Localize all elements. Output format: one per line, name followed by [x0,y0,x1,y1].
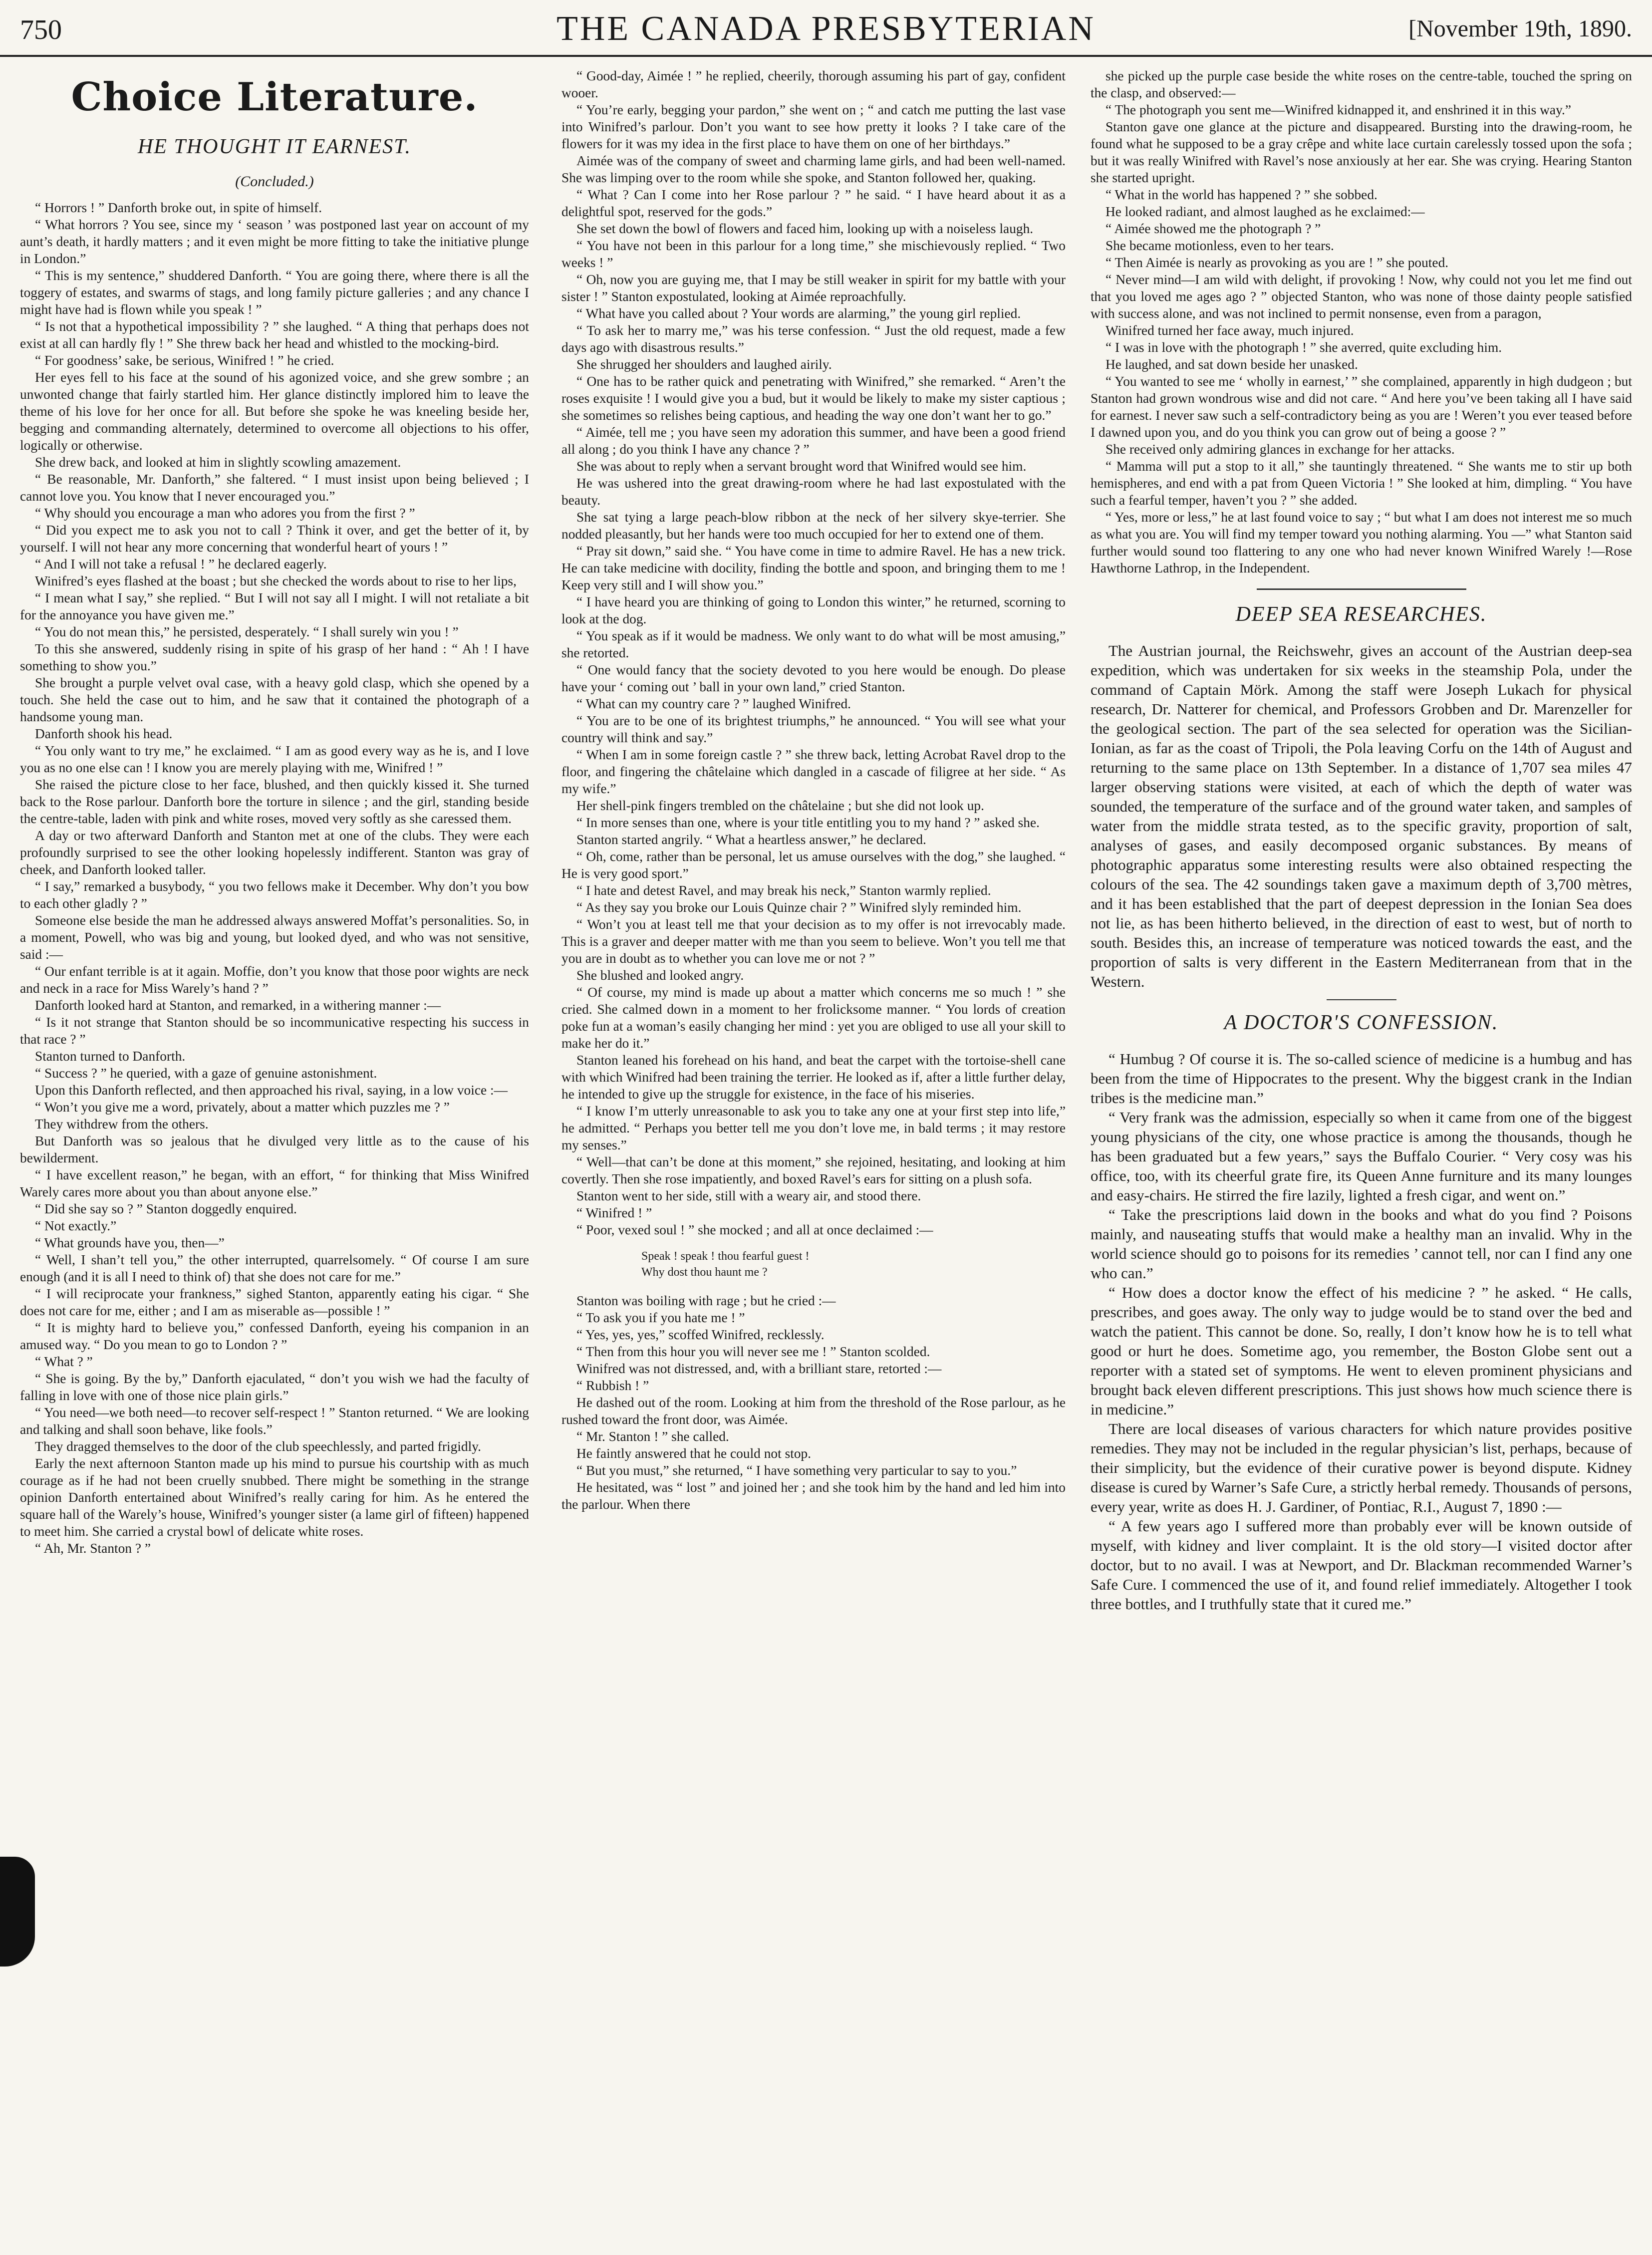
paragraph: “ I have excellent reason,” he began, with an effort, “ for thinking that Miss Winifred Warely cares more about you than about anyone else.” [20,1167,529,1199]
paragraph: They dragged themselves to the door of the club speechlessly, and parted frigidly. [35,1439,481,1454]
paragraph: “ To ask her to marry me,” was his terse confession. “ Just the old request, made a few days ago with disastrous results.” [561,323,1066,355]
paragraph: “ What ? Can I come into her Rose parlour ? ” he said. “ I have heard about it as a delightful spot, reserved for the gods.” [561,187,1066,219]
paragraph: “ Mr. Stanton ! ” she called. [576,1429,729,1444]
paragraph: Winifred’s eyes flashed at the boast ; but she checked the words about to rise to her lips, [35,573,517,588]
paragraph: He looked radiant, and almost laughed as he exclaimed:— [1105,204,1425,219]
paragraph: To this she answered, suddenly rising in spite of his grasp of her hand : “ Ah ! I have something to show you.” [20,641,529,673]
masthead: THE CANADA PRESBYTERIAN [556,9,1096,48]
paragraph: “ You have not been in this parlour for a long time,” she mischievously replied. “ Two weeks ! ” [561,238,1066,270]
column-3 [1091,67,1632,2244]
paragraph: “ You only want to try me,” he exclaimed. “ I am as good every way as he is, and I love you as no one else can ! I know you are merely playing with me, Winifred ! ” [20,743,529,775]
paragraph: “ I hate and detest Ravel, and may break his neck,” Stanton warmly replied. [576,883,991,898]
paragraph: “ Is it not strange that Stanton should be so incommunicative respecting his success in that race ? ” [20,1015,529,1047]
paragraph: “ What can my country care ? ” laughed Winifred. [576,696,851,711]
paragraph: “ Is not that a hypothetical impossibility ? ” she laughed. “ A thing that perhaps does not exist at all can hardly fly ! ” She threw back her head and whistled to the mocking-bird. [20,319,529,351]
section-divider [1327,999,1396,1000]
paragraph: “ Then Aimée is nearly as provoking as you are ! ” she pouted. [1105,255,1449,270]
paragraph: “ To ask you if you hate me ! ” [576,1310,745,1325]
paragraph: Danforth shook his head. [35,726,173,741]
poem-line: Why dost thou haunt me ? [641,1266,768,1279]
paragraph: she picked up the purple case beside the white roses on the centre-table, touched the spring on the clasp, and observed:— [1091,68,1632,100]
ink-blot [0,1857,35,1967]
paragraph: The Austrian journal, the Reichswehr, gives an account of the Austrian deep-sea expedition, which was undertaken for six weeks in the steamship Pola, under the command of Captain Mörk. Among the staff were Joseph Lukach for physical research, Dr. Natterer for chemical, and Professors Grobben and Dr. Marenzeller for the geological section. The part of the sea selected for operation was the Sicilian-Ionian, as far as the coast of Tripoli, the Pola leaving Corfu on the 14th of August and returning to the same place on 13th September. In a distance of 1,707 sea miles 47 larger observing stations were visited, at each of which the depth of water was sounded, the temperature of the surface and of the ground water taken, and samples of water from the middle strata tested, as to the specific gravity, proportion of salt, analyses of gases, and easily decomposed organic substances. By means of photographic apparatus some interesting results were also obtained respecting the colours of the sea. The 42 soundings taken gave a maximum depth of 3,700 mètres, and it has been established that the part of deepest depression in the Ionian Sea does not lie, as has been hitherto believed, in the direction of east to west, but of north to south. Besides this, an increase of temperature was noticed towards the east, and the proportion of salts is very different in the Eastern Mediterranean from that in the Western. [1091,642,1632,990]
paragraph: He was ushered into the great drawing-room where he had last expostulated with the beauty. [561,476,1066,508]
paragraph: Someone else beside the man he addressed always answered Moffat’s personalities. So, in a moment, Powell, who was big and young, but looked dyed, and who was not sensitive, said :— [20,913,529,962]
story-title-doctors-confession: A DOCTOR'S CONFESSION. [1224,1011,1499,1034]
paragraph: “ And I will not take a refusal ! ” he declared eagerly. [35,557,327,571]
paragraph: “ Mamma will put a stop to it all,” she tauntingly threatened. “ She wants me to stir up both hemispheres, and end with a pat from Queen Victoria ! ” She looked at him, dimpling. “ You have such a fearful temper, haven’t you ? ” she added. [1091,459,1632,508]
issue-date: [November 19th, 1890. [1408,15,1632,42]
paragraph: “ Why should you encourage a man who adores you from the first ? ” [35,506,415,521]
page-number: 750 [20,14,62,45]
story-title-deep-sea-researches: DEEP SEA RESEARCHES. [1235,603,1487,626]
paragraph: “ Pray sit down,” said she. “ You have come in time to admire Ravel. He has a new trick. He can take medicine with docility, finding the bottle and spoon, and bringing them to me ! Keep very still and I will show you.” [561,544,1066,592]
paragraph: “ Not exactly.” [35,1218,117,1233]
paragraph: “ I will reciprocate your frankness,” sighed Stanton, apparently eating his cigar. “ She does not care for me, either ; and I am as miserable as—possible ! ” [20,1286,529,1318]
paragraph: “ Won’t you give me a word, privately, about a matter which puzzles me ? ” [35,1100,450,1115]
paragraph: “ Be reasonable, Mr. Danforth,” she faltered. “ I must insist upon being believed ; I cannot love you. You know that I never encouraged you.” [20,472,529,504]
paragraph: “ The photograph you sent me—Winifred kidnapped it, and enshrined it in this way.” [1105,102,1572,117]
paragraph: “ You do not mean this,” he persisted, desperately. “ I shall surely win you ! ” [35,624,459,639]
paragraph: “ Well—that can’t be done at this moment,” she rejoined, hesitating, and looking at him covertly. Then she rose impatiently, and boxed Ravel’s ears for sitting on a plush sofa. [561,1154,1066,1186]
paragraph: “ One has to be rather quick and penetrating with Winifred,” she remarked. “ Aren’t the roses exquisite ! I would give you a bud, but it would be likely to make my sister captious ; she sometimes so relishes being captious, and heading the way one don’t want her to go.” [561,374,1066,423]
paragraph: “ What in the world has happened ? ” she sobbed. [1105,187,1377,202]
paragraph: “ What grounds have you, then—” [35,1235,225,1250]
paragraph: “ Very frank was the admission, especially so when it came from one of the biggest young physicians of the city, one whose practice is among the thousands, though he has been graduated but a few years,” says the Buffalo Courier. “ Very cosy was his office, too, with its cheerful grate fire, its Queen Anne furniture and its many lounges and easy-chairs. He stirred the fire lazily, lighted a fresh cigar, and went on.” [1091,1109,1632,1204]
section-title: Choice Literature. [71,74,478,120]
paragraph: “ But you must,” she returned, “ I have something very particular to say to you.” [576,1463,1017,1478]
paragraph: “ What ? ” [35,1354,93,1369]
paragraph: He faintly answered that he could not stop. [576,1446,812,1461]
paragraph: “ Poor, vexed soul ! ” she mocked ; and all at once declaimed :— [576,1222,933,1237]
paragraph: But Danforth was so jealous that he divulged very little as to the cause of his bewilderment. [20,1133,529,1165]
story-body [561,1292,1066,1513]
paragraph: Stanton turned to Danforth. [35,1049,186,1064]
column-2 [561,67,1066,2244]
paragraph: “ Aimée, tell me ; you have seen my adoration this summer, and have been a good friend all along ; do you think I have any chance ? ” [561,425,1066,457]
paragraph: Danforth looked hard at Stanton, and remarked, in a withering manner :— [35,998,441,1013]
paragraph: He laughed, and sat down beside her unasked. [1105,357,1358,372]
paragraph: “ Winifred ! ” [576,1205,652,1220]
paragraph: She shrugged her shoulders and laughed airily. [576,357,832,372]
paragraph: “ I have heard you are thinking of going to London this winter,” he returned, scorning to look at the dog. [561,594,1066,626]
paragraph: “ I mean what I say,” she replied. “ But I will not say all I might. I will not retaliate a bit for the annoyance you have given me.” [20,590,529,622]
paragraph: “ It is mighty hard to believe you,” confessed Danforth, eyeing his companion in an amused way. “ Do you mean to go to London ? ” [20,1320,529,1352]
article-body [1091,641,1632,991]
paragraph: “ You’re early, begging your pardon,” she went on ; “ and catch me putting the last vase into Winifred’s parlour. Don’t you want to see how pretty it looks ? I take care of the flowers for it was my idea in the first place to have them on one of her birthdays.” [561,102,1066,151]
paragraph: “ Of course, my mind is made up about a matter which concerns me so much ! ” she cried. She calmed down in a moment to her frolicksome manner. “ You lords of creation poke fun at a woman’s easily changing her mind : yet you are obliged to use all your skill to make her do it.” [561,985,1066,1051]
paragraph: “ Did she say so ? ” Stanton doggedly enquired. [35,1201,297,1216]
paragraph: She became motionless, even to her tears. [1105,238,1334,253]
paragraph: “ What horrors ? You see, since my ‘ season ’ was postponed last year on account of my aunt’s death, it hardly matters ; and it even might be more fitting to take the initiative plunge in London.” [20,217,529,266]
paragraph: “ A few years ago I suffered more than probably ever will be known outside of myself, with kidney and liver complaint. It is the old story—I visited doctor after doctor, but to no avail. I was at Newport, and Dr. Blackman recommended Warner’s Safe Cure. I commenced the use of it, and found relief immediately. Altogether I took three bottles, and I truthfully state that it cured me.” [1091,1517,1632,1613]
paragraph: A day or two afterward Danforth and Stanton met at one of the clubs. They were each profoundly surprised to see the other looking hopelessly indifferent. Stanton was gray of cheek, and Danforth looked taller. [20,828,529,877]
paragraph: “ Rubbish ! ” [576,1378,649,1393]
paragraph: “ This is my sentence,” shuddered Danforth. “ You are going there, where there is all the toggery of estates, and swarms of stags, and long family picture galleries ; and any chance I might have had is flown while you speak ! ” [20,268,529,317]
column-1 [20,67,529,2244]
paragraph: “ Success ? ” he queried, with a gaze of genuine astonishment. [35,1066,377,1081]
paragraph: “ Good-day, Aimée ! ” he replied, cheerily, thorough assuming his part of gay, confident wooer. [561,68,1066,100]
paragraph: She received only admiring glances in exchange for her attacks. [1105,442,1455,457]
paragraph: Early the next afternoon Stanton made up his mind to pursue his courtship with as much courage as if he had not been cruelly snubbed. There might be something in the strange opinion Danforth entertained about Winifred’s really caring for him. As he entered the square hall of the Warely’s house, Winifred’s younger sister (a lame girl of fifteen) happened to meet him. She carried a crystal bowl of delicate white roses. [20,1456,529,1539]
paragraph: “ When I am in some foreign castle ? ” she threw back, letting Acrobat Ravel drop to the floor, and fingering the châtelaine which dangled in a cascade of filigree at her side. “ As my wife.” [561,747,1066,796]
paragraph: “ How does a doctor know the effect of his medicine ? ” he asked. “ He calls, prescribes, and goes away. The only way to judge would be to stand over the bed and watch the patient. This cannot be done. So, really, I don’t know how he is to tell what good or hurt he does. Sometime ago, you remember, the Boston Globe sent out a reporter with a stated set of symptoms. He went to eleven prominent physicians and brought back eleven different prescriptions. This just shows how much science there is in medicine.” [1091,1284,1632,1418]
paragraph: “ In more senses than one, where is your title entitling you to my hand ? ” asked she. [576,815,1040,830]
paragraph: “ Then from this hour you will never see me ! ” Stanton scolded. [576,1344,930,1359]
paragraph: “ Horrors ! ” Danforth broke out, in spite of himself. [35,200,322,215]
story-body [20,199,529,1557]
paragraph: “ Aimée showed me the photograph ? ” [1105,221,1321,236]
paragraph: Stanton started angrily. “ What a heartless answer,” he declared. [576,832,926,847]
paragraph: “ Never mind—I am wild with delight, if provoking ! Now, why could not you let me find out that you loved me ages ago ? ” objected Stanton, who was none of those dainty people satisfied with success alone, and was not inclined to permit nonsense, even from a paragon, [1091,272,1632,321]
paragraph: “ Oh, come, rather than be personal, let us amuse ourselves with the dog,” she laughed. “ He is very good sport.” [561,849,1066,881]
story-body [561,67,1066,1238]
paragraph: She raised the picture close to her face, blushed, and then quickly kissed it. She turned back to the Rose parlour. Danforth bore the torture in silence ; and the girl, standing beside the centre-table, laden with pink and white roses, moved very softly as she caressed them. [20,777,529,826]
paragraph: “ Yes, yes, yes,” scoffed Winifred, recklessly. [576,1327,825,1342]
paragraph: Upon this Danforth reflected, and then approached his rival, saying, in a low voice :— [35,1083,508,1098]
paragraph: Winifred turned her face away, much injured. [1105,323,1354,338]
paragraph: Her shell-pink fingers trembled on the châtelaine ; but she did not look up. [576,798,984,813]
paragraph: Stanton leaned his forehead on his hand, and beat the carpet with the tortoise-shell cane with which Winifred had been training the terrier. He looked as if, after a little further delay, he intended to give up the struggle for existence, in the face of his miseries. [561,1053,1066,1102]
paragraph: “ Our enfant terrible is at it again. Moffie, don’t you know that those poor wights are neck and neck in a race for Miss Warely’s hand ? ” [20,964,529,996]
paragraph: She drew back, and looked at him in slightly scowling amazement. [35,455,401,470]
poem-line: Speak ! speak ! thou fearful guest ! [641,1250,810,1263]
paragraph: “ Well, I shan’t tell you,” the other interrupted, quarrelsomely. “ Of course I am sure enough (and it is all I need to think of) that she does not care for me.” [20,1252,529,1284]
paragraph: She set down the bowl of flowers and faced him, looking up with a noiseless laugh. [576,221,1034,236]
page-header [0,0,1652,57]
paragraph: “ Humbug ? Of course it is. The so-called science of medicine is a humbug and has been from the time of Hippocrates to the present. Why the biggest crank in the Indian tribes is the medicine man.” [1091,1050,1632,1107]
paragraph: Stanton gave one glance at the picture and disappeared. Bursting into the drawing-room, he found what he supposed to be a gray crêpe and white lace curtain carelessly tossed upon the sofa ; but it was really Winifred with Ravel’s nose anxiously at her ear. She was crying. Hearing Stanton she started upright. [1091,119,1632,185]
paragraph: “ She is going. By the by,” Danforth ejaculated, “ don’t you wish we had the faculty of falling in love with one of those nice plain girls.” [20,1371,529,1403]
paragraph: “ I was in love with the photograph ! ” she averred, quite excluding him. [1105,340,1502,355]
paragraph: “ For goodness’ sake, be serious, Winifred ! ” he cried. [35,353,334,368]
story-title-he-thought-it-earnest: HE THOUGHT IT EARNEST. [137,135,412,158]
paragraph: Her eyes fell to his face at the sound of his agonized voice, and she grew sombre ; an unwonted change that fairly startled him. Her glance distinctly implored him to leave the theme of his love for her once for all. But before she spoke he was kneeling beside her, begging and commanding alternately, determined to overcome all objections to his offer, logically or otherwise. [20,370,529,453]
paragraph: She brought a purple velvet oval case, with a heavy gold clasp, which she opened by a touch. She held the case out to him, and he saw that it contained the photograph of a handsome young man. [20,675,529,724]
paragraph: “ You need—we both need—to recover self-respect ! ” Stanton returned. “ We are looking and talking and shall soon behave, like fools.” [20,1405,529,1437]
paragraph: “ Take the prescriptions laid down in the books and what do you find ? Poisons mainly, and nauseating stuffs that would make a healthy man an invalid. Why in the world science should go to poisons for its remedies ’ cannot tell, nor can I find any one who can.” [1091,1206,1632,1282]
paragraph: He dashed out of the room. Looking at him from the threshold of the Rose parlour, as he rushed toward the front door, was Aimée. [561,1395,1066,1427]
paragraph: She was about to reply when a servant brought word that Winifred would see him. [576,459,1027,474]
paragraph: There are local diseases of various characters for which nature provides positive remedies. They may not be included in the regular physician’s list, perhaps, because of their simplicity, but the evidence of their curative power is beyond dispute. Kidney disease is cured by Warner’s Safe Cure, a strictly herbal remedy. Thousands of persons, every year, write as does H. J. Gardiner, of Pontiac, R.I., August 7, 1890 :— [1091,1420,1632,1515]
paragraph: He hesitated, was “ lost ” and joined her ; and she took him by the hand and led him into the parlour. When there [561,1480,1066,1512]
paragraph: “ You speak as if it would be madness. We only want to do what will be most amusing,” she retorted. [561,628,1066,660]
paragraph: She blushed and looked angry. [576,968,744,983]
paragraph: Winifred was not distressed, and, with a brilliant stare, retorted :— [576,1361,942,1376]
paragraph: Stanton went to her side, still with a weary air, and stood there. [576,1188,921,1203]
paragraph: “ Won’t you at least tell me that your decision as to my offer is not irrevocably made. This is a graver and deeper matter with me than you seem to believe. Won’t you tell me that you are in doubt as to whether you can love me or not ? ” [561,917,1066,966]
paragraph: “ One would fancy that the society devoted to you here would be enough. Do please have your ‘ coming out ’ ball in your own land,” cried Stanton. [561,662,1066,694]
paragraph: “ Ah, Mr. Stanton ? ” [35,1541,151,1556]
paragraph: “ I say,” remarked a busybody, “ you two fellows make it December. Why don’t you bow to each other gladly ? ” [20,879,529,911]
paragraph: “ Oh, now you are guying me, that I may be still weaker in spirit for my battle with your sister ! ” Stanton expostulated, looking at Aimée reproachfully. [561,272,1066,304]
paragraph: “ You are to be one of its brightest triumphs,” he announced. “ You will see what your country will think and say.” [561,713,1066,745]
paragraph: “ I know I’m utterly unreasonable to ask you to take any one at your first step into life,” he admitted. “ Perhaps you better tell me you don’t love me, in bald terms ; it may restore my senses.” [561,1104,1066,1152]
story-body [1091,67,1632,576]
paragraph: “ What have you called about ? Your words are alarming,” the young girl replied. [576,306,1021,321]
article-body [1091,1049,1632,1614]
paragraph: “ As they say you broke our Louis Quinze chair ? ” Winifred slyly reminded him. [576,900,1022,915]
section-divider [1257,588,1466,590]
paragraph: “ Did you expect me to ask you not to call ? Think it over, and get the better of it, by yourself. I will not hear any more concerning that wonderful heart of yours ! ” [20,523,529,555]
story-byline: (Concluded.) [235,173,314,190]
paragraph: “ Yes, more or less,” he at last found voice to say ; “ but what I am does not interest me so much as what you are. You will find my temper toward you nothing alarming. You —” what Stanton said further would sound too flattering to any one who had never known Winifred Warely !—Rose Hawthorne Lathrop, in the Independent. [1091,510,1632,575]
paragraph: They withdrew from the others. [35,1117,209,1131]
paragraph: Aimée was of the company of sweet and charming lame girls, and had been well-named. She was limping over to the room while she spoke, and Stanton followed her, quaking. [561,153,1066,185]
paragraph: “ You wanted to see me ‘ wholly in earnest,’ ” she complained, apparently in high dudgeon ; but Stanton had grown wondrous wise and did not care. “ And here you’ve been taking all I have said for earnest. I never saw such a self-contradictory being as you are ! Weren’t you ever teased before I dawned upon you, and do you think you can grow out of being a goose ? ” [1091,374,1632,440]
paragraph: She sat tying a large peach-blow ribbon at the neck of her silvery skye-terrier. She nodded pleasantly, but her hands were too much occupied for her to extend one of them. [561,510,1066,542]
poem-quote [561,1248,1066,1280]
paragraph: Stanton was boiling with rage ; but he cried :— [576,1293,836,1308]
